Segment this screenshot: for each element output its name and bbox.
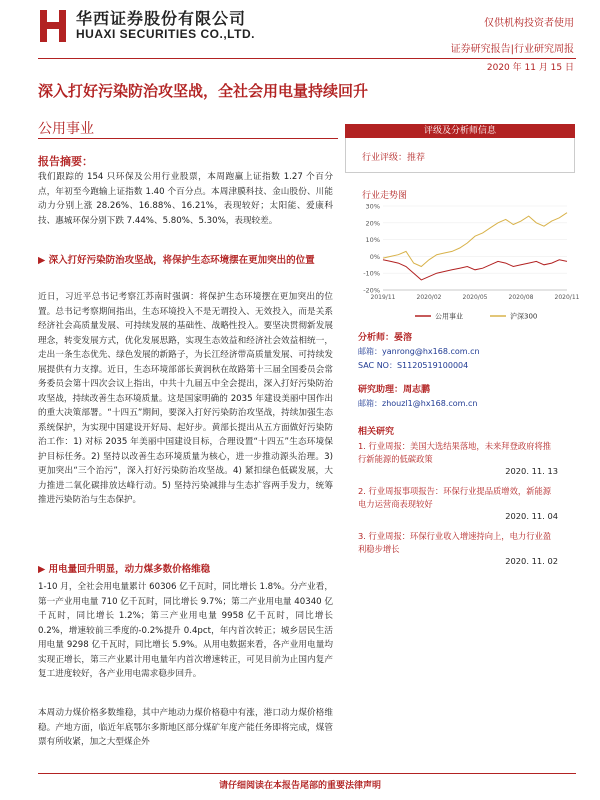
legend-label: 公用事业 — [435, 312, 463, 321]
section2-text2: 本周动力煤价格多数维稳，其中产地动力煤价格稳中有涨，港口动力煤价格维稳。产地方面，临近年底鄂尔多斯地区部分煤矿年度产能任务即将完成，煤管票有所收紧，加之大型煤企外 — [38, 708, 333, 747]
related-item-date: 2020. 11. 13 — [505, 466, 558, 476]
report-title: 深入打好污染防治攻坚战，全社会用电量持续回升 — [38, 82, 369, 100]
y-tick-label: 30% — [365, 202, 380, 211]
company-name-en: HUAXI SECURITIES CO.,LTD. — [76, 27, 255, 41]
related-item-text: 2. 行业周报事项报告：环保行业提品质增效，新能源电力运营商表现较好 — [358, 486, 552, 509]
x-tick-label: 2019/11 — [370, 294, 396, 301]
assistant-line — [358, 382, 430, 395]
y-tick-label: 20% — [365, 219, 380, 228]
related-item[interactable] — [358, 440, 558, 476]
company-logo — [38, 8, 68, 44]
assistant-email: 邮箱：zhouzl1@hx168.com.cn — [358, 399, 478, 408]
header-divider — [38, 58, 576, 59]
footer-divider — [38, 773, 576, 774]
industry-name: 公用事业 — [38, 121, 94, 137]
trend-chart — [345, 198, 580, 328]
report-type: 证券研究报告|行业研究周报 — [450, 44, 574, 55]
industry-rating — [362, 150, 425, 163]
related-item[interactable] — [358, 504, 558, 566]
company-name-cn: 华西证券股份有限公司 — [76, 9, 247, 28]
related-item-text: 3. 行业周报：环保行业收入增速持向上，电力行业盈利稳步增长 — [358, 531, 552, 554]
series-line-utilities — [383, 260, 567, 280]
section2-text1: 1-10 月，全社会用电量累计 60306 亿千瓦时，同比增长 1.8%。分产业看，第一产业用电量 710 亿千瓦时，同比增长 9.7%；第二产业用电量 40340 亿千瓦时，同比增长 1.2%；第三产业用电量 9958 亿千瓦时，同比增长 0.2%，增速较前三季度的-0.2%提升 0.4pct，年内首次转正；城乡居民生活用电量 9298 亿千瓦时，同比增长 5.9%。从用电数据来看，各产业用电量均实现正增长，第三产业累计用电量年内首次增速转正，可见目前为止国内复产复工进度较好，各产业用电需求稳步回升。 — [38, 582, 333, 679]
related-item-text: 1. 行业周报：美国大选结果落地，未来拜登政府将推行新能源的低碳政策 — [358, 441, 552, 464]
x-tick-label: 2020/05 — [462, 294, 488, 301]
legal-notice[interactable]: 请仔细阅读在本报告尾部的重要法律声明 — [218, 781, 381, 791]
analyst-line — [358, 330, 412, 343]
analyst-sac: SAC NO：S1120519100004 — [358, 361, 469, 370]
rating-value: 推荐 — [407, 153, 426, 163]
assistant-label: 研究助理： — [358, 385, 404, 395]
analyst-label: 分析师： — [358, 333, 395, 343]
industry-divider — [38, 138, 338, 139]
assistant-name: 周志鹏 — [403, 385, 431, 395]
rating-label: 行业评级： — [362, 153, 408, 163]
report-date: 2020 年 11 月 15 日 — [486, 63, 574, 73]
y-tick-label: 0% — [369, 252, 380, 261]
related-item-date: 2020. 11. 04 — [505, 511, 558, 521]
audience-note: 仅供机构投资者使用 — [484, 18, 574, 29]
summary-label: 报告摘要： — [38, 155, 93, 168]
related-research-title: 相关研究 — [358, 427, 395, 437]
y-tick-label: 10% — [365, 236, 380, 245]
analyst-email: 邮箱：yanrong@hx168.com.cn — [358, 347, 480, 356]
y-tick-label: -10% — [363, 269, 380, 278]
analyst-name: 晏溶 — [394, 333, 413, 343]
legend-label: 沪深300 — [510, 312, 538, 321]
x-tick-label: 2020/02 — [416, 294, 442, 301]
section2-heading: ▶ 用电量回升明显，动力煤多数价格维稳 — [38, 564, 211, 575]
x-tick-label: 2020/08 — [508, 294, 534, 301]
rating-header: 评级及分析师信息 — [345, 124, 575, 138]
y-tick-label: -20% — [363, 286, 380, 295]
summary-text: 我们跟踪的 154 只环保及公用行业股票，本周跑赢上证指数 1.27 个百分点，年初至今跑输上证指数 1.40 个百分点。本周津膜科技、金山股份、川能动力分别上涨 28.26%、16.88%、16.21%，表现较好；太阳能、爱康科技、惠城环保分别下跌 7.44%、5.80%、5.30%，表现较差。 — [38, 172, 333, 226]
section1-heading: ▶ 深入打好污染防治攻坚战，将保护生态环境摆在更加突出的位置 — [38, 255, 315, 266]
section1-text: 近日，习近平总书记考察江苏南时强调：将保护生态环境摆在更加突出的位置。总书记考察期间指出，生态环境投入不是无谓投入、无效投入，而是关系经济社会高质量发展、可持续发展的基础性、战略性投入。要坚决贯彻新发展理念，转变发展方式，优化发展思路，实现生态效益和经济社会效益相统一，走出一条生态优先、绿色发展的新路子，为长江经济带高质量发展、可持续发展提供有力支撑。近日，生态环境部部长黄润秋在故路第十三届全国委员会常务委员会第十四次会议上指出，中共十九届五中全会提出，深入打好污染防治攻坚战，持续改善生态环境质量。这是国家明确的 2035 年建设美丽中国作出的重大决策部署。“十四五”期间，要深入打好污染防治攻坚战，持续加强生态系统保护，为实现中国建设开好局、起好步。黄部长提出从五方面做好污染防治工作：1) 对标 2035 年美丽中国建设目标，合理设置“十四五”生态环境保护目标任务。2) 坚持以改善生态环境质量为核心，进一步推动源头治理。3) 更加突出“三个治污”，深入打好污染防治攻坚战。4) 紧扣绿色低碳发展，大力推进二氧化碳排放达峰行动。5) 坚持污染减排与生态扩容两手发力，统筹推进污染防治与生态保护。 — [38, 292, 333, 505]
x-tick-label: 2020/11 — [554, 294, 580, 301]
related-item-date: 2020. 11. 02 — [505, 556, 558, 566]
chart-title: 行业走势图 — [362, 191, 408, 201]
